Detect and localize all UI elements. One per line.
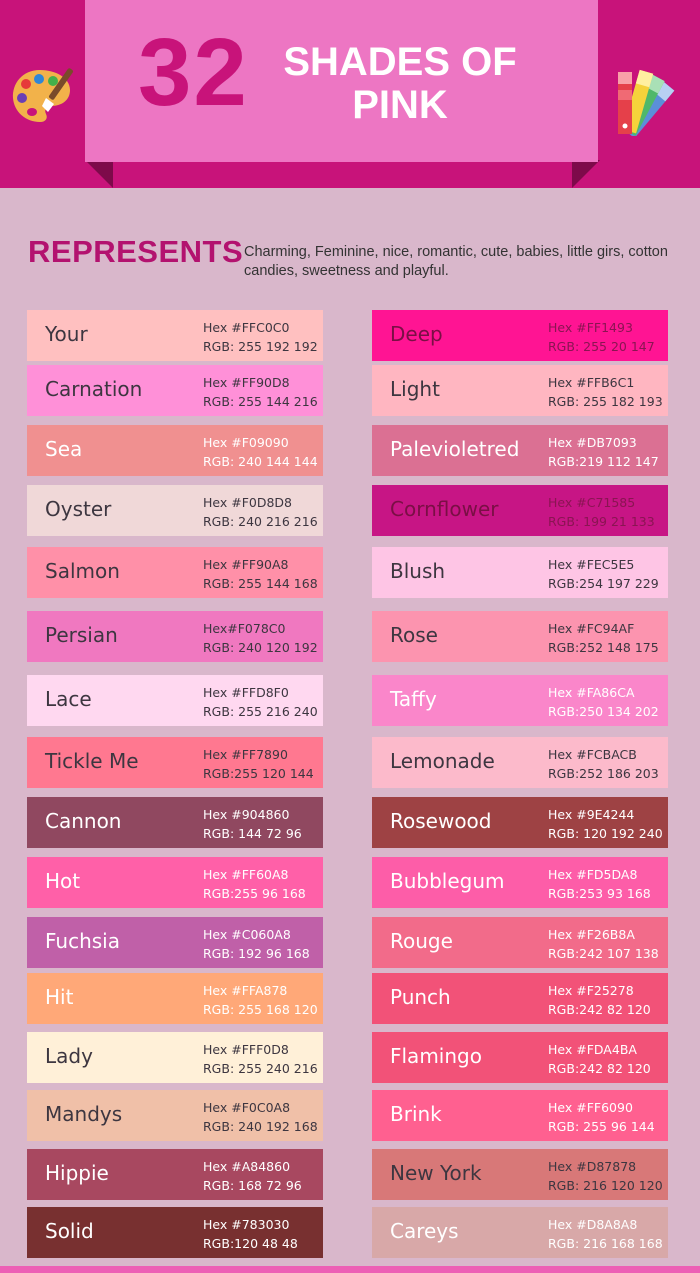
- color-swatch: [27, 675, 323, 726]
- title-line-1: SHADES OF: [283, 40, 517, 84]
- swatch-rgb: RGB:219 112 147: [548, 454, 659, 469]
- color-swatch: [372, 547, 668, 598]
- swatch-hex: Hex #C060A8: [203, 927, 291, 942]
- swatch-hex: Hex #FDA4BA: [548, 1042, 637, 1057]
- color-swatch: [27, 1090, 323, 1141]
- swatch-hex: Hex #783030: [203, 1217, 290, 1232]
- swatch-hex: Hex #F0D8D8: [203, 495, 293, 510]
- swatch-hex: Hex #FEC5E5: [548, 557, 635, 572]
- color-swatch: [27, 1032, 323, 1083]
- swatch-name: Bubblegum: [390, 869, 505, 893]
- swatch-rgb: RGB: 168 72 96: [203, 1178, 302, 1193]
- swatch-hex: Hex #F09090: [203, 435, 289, 450]
- swatch-name: Rouge: [390, 929, 453, 953]
- swatch-rgb: RGB: 255 216 240: [203, 704, 318, 719]
- swatch-name: Brink: [390, 1102, 442, 1126]
- represents-heading: REPRESENTS: [28, 234, 244, 269]
- swatch-rgb: RGB: 255 144 216: [203, 394, 318, 409]
- color-swatch: [27, 797, 323, 848]
- swatch-hex: Hex #D87878: [548, 1159, 637, 1174]
- swatch-name: Hot: [45, 869, 81, 893]
- shade-count: 32: [138, 19, 249, 126]
- swatch-rgb: RGB: 240 216 216: [203, 514, 318, 529]
- swatch-name: Mandys: [45, 1102, 123, 1126]
- swatch-rgb: RGB:252 148 175: [548, 640, 659, 655]
- swatch-hex: Hex #FF6090: [548, 1100, 633, 1115]
- swatch-name: Your: [45, 322, 88, 346]
- swatch-hex: Hex #F26B8A: [548, 927, 635, 942]
- swatch-hex: Hex #FCBACB: [548, 747, 637, 762]
- swatch-hex: Hex #FF90D8: [203, 375, 290, 390]
- swatch-name: Hit: [45, 985, 74, 1009]
- swatch-name: Cornflower: [390, 497, 499, 521]
- swatch-hex: Hex #9E4244: [548, 807, 635, 822]
- swatch-name: Carnation: [45, 377, 143, 401]
- swatch-name: Persian: [45, 623, 118, 647]
- swatch-name: Palevioletred: [390, 437, 520, 461]
- swatch-rgb: RGB:255 120 144: [203, 766, 314, 781]
- swatch-name: Cannon: [45, 809, 122, 833]
- paint-palette-icon: [10, 64, 80, 128]
- color-swatch: [372, 917, 668, 968]
- swatch-name: New York: [390, 1161, 482, 1185]
- swatch-name: Lace: [45, 687, 92, 711]
- swatch-rgb: RGB: 255 20 147: [548, 339, 655, 354]
- swatch-name: Salmon: [45, 559, 120, 583]
- color-swatch: [372, 1207, 668, 1258]
- swatch-hex: Hex #A84860: [203, 1159, 291, 1174]
- swatch-hex: Hex #C71585: [548, 495, 636, 510]
- color-swatch: [27, 917, 323, 968]
- color-swatch: [27, 737, 323, 788]
- swatch-rgb: RGB: 240 192 168: [203, 1119, 318, 1134]
- swatch-rgb: RGB: 144 72 96: [203, 826, 302, 841]
- swatch-rgb: RGB: 240 120 192: [203, 640, 318, 655]
- swatch-name: Deep: [390, 322, 443, 346]
- swatch-name: Hippie: [45, 1161, 109, 1185]
- swatch-name: Oyster: [45, 497, 112, 521]
- swatch-name: Rose: [390, 623, 438, 647]
- ribbon-fold-right: [572, 160, 600, 188]
- swatch-hex: Hex #FFB6C1: [548, 375, 635, 390]
- color-swatch: [372, 737, 668, 788]
- color-swatch: [372, 611, 668, 662]
- swatch-hex: Hex #DB7093: [548, 435, 637, 450]
- color-swatch: [27, 310, 323, 361]
- swatch-rgb: RGB: 240 144 144: [203, 454, 318, 469]
- color-swatch: [27, 611, 323, 662]
- swatch-rgb: RGB:253 93 168: [548, 886, 651, 901]
- swatch-name: Lemonade: [390, 749, 495, 773]
- swatch-hex: Hex#F078C0: [203, 621, 286, 636]
- swatch-hex: Hex #FA86CA: [548, 685, 635, 700]
- swatch-name: Light: [390, 377, 440, 401]
- swatch-rgb: RGB:242 82 120: [548, 1061, 651, 1076]
- swatch-rgb: RGB:242 107 138: [548, 946, 659, 961]
- swatch-name: Rosewood: [390, 809, 492, 833]
- swatch-hex: Hex #F25278: [548, 983, 634, 998]
- swatch-name: Fuchsia: [45, 929, 120, 953]
- color-swatch: [27, 857, 323, 908]
- swatch-rgb: RGB:252 186 203: [548, 766, 659, 781]
- bottom-strip: [0, 1266, 700, 1273]
- color-swatch: [27, 365, 323, 416]
- swatch-name: Lady: [45, 1044, 93, 1068]
- swatch-rgb: RGB:254 197 229: [548, 576, 659, 591]
- swatch-rgb: RGB: 255 192 192: [203, 339, 318, 354]
- swatch-name: Blush: [390, 559, 446, 583]
- swatch-rgb: RGB: 255 168 120: [203, 1002, 318, 1017]
- ribbon-fold-left: [85, 160, 113, 188]
- color-swatch: [372, 675, 668, 726]
- swatch-name: Tickle Me: [45, 749, 139, 773]
- color-swatch: [372, 365, 668, 416]
- swatch-hex: Hex #FFC0C0: [203, 320, 290, 335]
- color-swatch: [27, 547, 323, 598]
- color-swatch: [372, 797, 668, 848]
- swatch-rgb: RGB:255 96 168: [203, 886, 306, 901]
- color-swatch: [372, 310, 668, 361]
- swatch-rgb: RGB: 255 182 193: [548, 394, 663, 409]
- swatch-hex: Hex #FC94AF: [548, 621, 635, 636]
- swatch-hex: Hex #FFD8F0: [203, 685, 289, 700]
- color-swatch: [372, 1090, 668, 1141]
- color-swatch: [27, 485, 323, 536]
- swatch-hex: Hex #F0C0A8: [203, 1100, 291, 1115]
- swatch-rgb: RGB: 216 168 168: [548, 1236, 663, 1251]
- swatch-rgb: RGB: 255 96 144: [548, 1119, 655, 1134]
- swatch-hex: Hex #FF1493: [548, 320, 633, 335]
- color-swatch: [372, 857, 668, 908]
- swatch-name: Punch: [390, 985, 451, 1009]
- swatch-rgb: RGB:250 134 202: [548, 704, 659, 719]
- swatch-rgb: RGB: 255 240 216: [203, 1061, 318, 1076]
- swatch-name: Flamingo: [390, 1044, 482, 1068]
- swatch-rgb: RGB: 120 192 240: [548, 826, 663, 841]
- swatch-rgb: RGB:242 82 120: [548, 1002, 651, 1017]
- swatch-hex: Hex #FF90A8: [203, 557, 289, 572]
- color-swatch: [27, 1207, 323, 1258]
- color-swatch: [27, 425, 323, 476]
- swatch-hex: Hex #D8A8A8: [548, 1217, 638, 1232]
- swatch-rgb: RGB: 199 21 133: [548, 514, 655, 529]
- swatch-hex: Hex #FD5DA8: [548, 867, 638, 882]
- color-swatch: [372, 1032, 668, 1083]
- swatch-name: Taffy: [390, 687, 437, 711]
- swatch-rgb: RGB: 216 120 120: [548, 1178, 663, 1193]
- color-swatch: [372, 485, 668, 536]
- color-swatch: [27, 1149, 323, 1200]
- represents-description: Charming, Feminine, nice, romantic, cute, babies, little girs, cotton candies, sweetness and playful.: [244, 244, 668, 279]
- swatch-hex: Hex #FFF0D8: [203, 1042, 289, 1057]
- color-swatch: [372, 425, 668, 476]
- swatch-hex: Hex #904860: [203, 807, 290, 822]
- swatch-name: Solid: [45, 1219, 94, 1243]
- swatch-name: Careys: [390, 1219, 459, 1243]
- color-swatch: [372, 1149, 668, 1200]
- swatch-rgb: RGB:120 48 48: [203, 1236, 298, 1251]
- title-line-2: PINK: [352, 83, 448, 127]
- swatch-name: Sea: [45, 437, 83, 461]
- swatch-rgb: RGB: 192 96 168: [203, 946, 310, 961]
- color-swatch: [372, 973, 668, 1024]
- swatch-hex: Hex #FFA878: [203, 983, 288, 998]
- swatch-hex: Hex #FF60A8: [203, 867, 289, 882]
- color-swatch: [27, 973, 323, 1024]
- swatch-rgb: RGB: 255 144 168: [203, 576, 318, 591]
- color-swatch-fan-icon: [614, 68, 686, 136]
- swatch-hex: Hex #FF7890: [203, 747, 288, 762]
